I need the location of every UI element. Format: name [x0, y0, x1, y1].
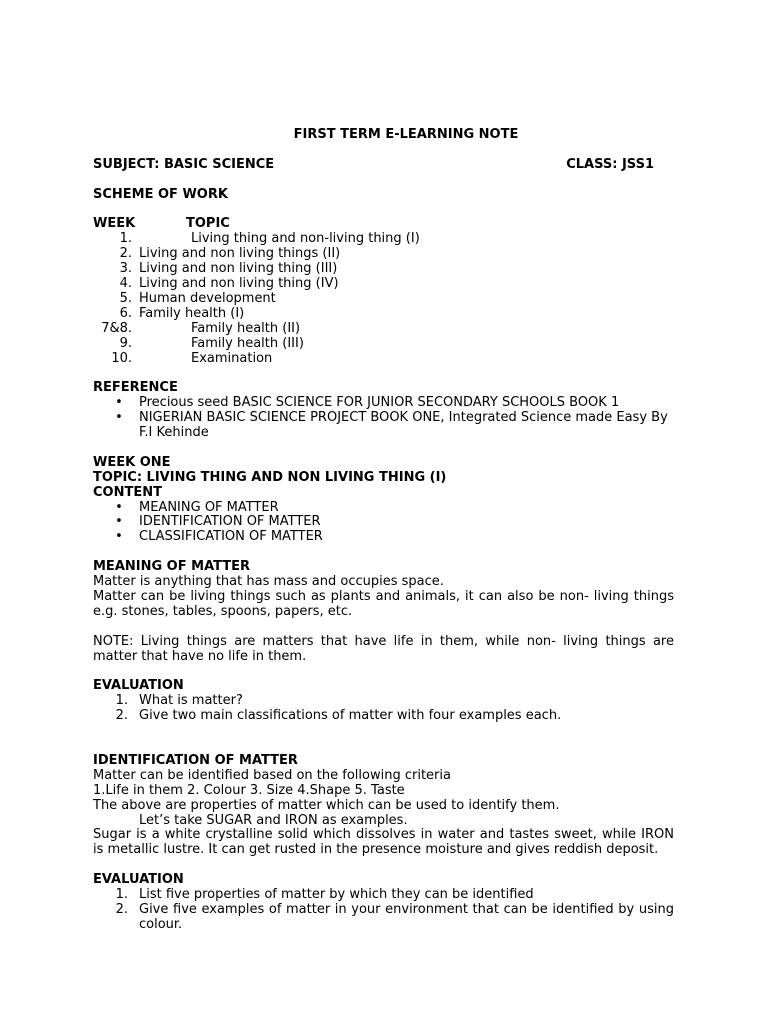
- meaning-paragraph-2: Matter can be living things such as plants and animals, it can also be non- living things e.g. stones, tables, spoons, papers, etc.: [93, 589, 674, 619]
- scheme-week-number: 1.: [119, 231, 132, 247]
- scheme-row: [93, 247, 674, 262]
- reference-item: [93, 411, 674, 441]
- bullet-icon: •: [115, 410, 123, 426]
- content-heading: CONTENT: [93, 484, 162, 500]
- scheme-topic: Examination: [191, 350, 273, 366]
- evaluation2-item: [93, 903, 674, 933]
- scheme-topic: Living thing and non-living thing (I): [191, 231, 420, 247]
- identification-criteria: 1.Life in them 2. Colour 3. Size 4.Shape 5. Taste: [93, 782, 405, 798]
- evaluation-list: [93, 694, 674, 724]
- scheme-week-number: 5.: [119, 290, 132, 306]
- scheme-list: [93, 232, 674, 366]
- document-page: [93, 128, 674, 933]
- evaluation-heading: EVALUATION: [93, 678, 184, 694]
- scheme-row: [93, 322, 674, 337]
- bullet-icon: •: [115, 395, 123, 411]
- evaluation-item-text: Give two main classifications of matter with four examples each.: [139, 708, 562, 724]
- evaluation-item: [93, 709, 674, 724]
- content-item-text: CLASSIFICATION OF MATTER: [139, 529, 323, 545]
- scheme-week-number: 9.: [119, 335, 132, 351]
- evaluation-item: [93, 694, 674, 709]
- scheme-week-number: 4.: [119, 276, 132, 292]
- scheme-week-number: 3.: [119, 261, 132, 277]
- topic-heading: TOPIC: LIVING THING AND NON LIVING THING (I): [93, 469, 447, 485]
- scheme-row: [93, 337, 674, 352]
- scheme-week-number: 7&8.: [101, 320, 132, 336]
- scheme-topic: Family health (I): [139, 305, 245, 321]
- scheme-row: [93, 262, 674, 277]
- week-one-heading: WEEK ONE: [93, 454, 171, 470]
- meaning-heading: MEANING OF MATTER: [93, 559, 251, 575]
- scheme-week-number: 10.: [111, 350, 132, 366]
- class-label: CLASS: JSS1: [566, 156, 654, 172]
- identification-examples: Let’s take SUGAR and IRON as examples.: [139, 812, 408, 828]
- scheme-week-number: 6.: [119, 305, 132, 321]
- content-list: [93, 501, 674, 546]
- content-item: [93, 530, 674, 545]
- scheme-row: [93, 232, 674, 247]
- scheme-topic: Human development: [139, 290, 276, 306]
- scheme-row: [93, 307, 674, 322]
- content-item-text: MEANING OF MATTER: [139, 499, 279, 515]
- scheme-heading: SCHEME OF WORK: [93, 186, 228, 202]
- evaluation-item-number: 1.: [115, 693, 128, 709]
- scheme-row: [93, 352, 674, 367]
- evaluation2-item: [93, 888, 674, 903]
- identification-paragraph-1: Matter can be identified based on the following criteria: [93, 767, 451, 783]
- scheme-week-number: 2.: [119, 246, 132, 262]
- scheme-topic: Living and non living thing (III): [139, 261, 338, 277]
- evaluation-item-text: What is matter?: [139, 693, 243, 709]
- scheme-topic: Family health (II): [191, 320, 301, 336]
- identification-heading: IDENTIFICATION OF MATTER: [93, 752, 298, 768]
- note-paragraph: NOTE: Living things are matters that have life in them, while non- living things are matter that have no life in them.: [93, 633, 674, 664]
- scheme-row: [93, 277, 674, 292]
- identification-paragraph-5: Sugar is a white crystalline solid which dissolves in water and tastes sweet, while IRON is metallic lustre. It can get rusted in the presence moisture and gives reddish deposit.: [93, 827, 674, 858]
- bullet-icon: •: [115, 514, 123, 530]
- reference-item-text: NIGERIAN BASIC SCIENCE PROJECT BOOK ONE, Integrated Science made Easy By F.I Kehinde: [139, 410, 668, 441]
- content-item: [93, 515, 674, 530]
- evaluation-item-number: 2.: [115, 708, 128, 724]
- content-item: [93, 501, 674, 516]
- evaluation2-list: [93, 888, 674, 933]
- evaluation2-heading: EVALUATION: [93, 872, 184, 888]
- meaning-paragraph-1: Matter is anything that has mass and occupies space.: [93, 574, 444, 590]
- evaluation2-item-number: 2.: [115, 901, 128, 917]
- subject-label: SUBJECT: BASIC SCIENCE: [93, 156, 275, 172]
- topic-header: TOPIC: [186, 216, 230, 232]
- content-item-text: IDENTIFICATION OF MATTER: [139, 514, 321, 530]
- scheme-table-header: [93, 217, 674, 232]
- bullet-icon: •: [115, 529, 123, 545]
- subject-class-row: [93, 158, 674, 173]
- scheme-topic: Living and non living things (II): [139, 246, 341, 262]
- evaluation2-item-number: 1.: [115, 887, 128, 903]
- reference-item: [93, 396, 674, 411]
- evaluation2-item-text: Give five examples of matter in your environment that can be identified by using colour.: [139, 901, 674, 932]
- reference-list: [93, 396, 674, 441]
- bullet-icon: •: [115, 499, 123, 515]
- scheme-row: [93, 292, 674, 307]
- identification-paragraph-3: The above are properties of matter which can be used to identify them.: [93, 797, 560, 813]
- reference-item-text: Precious seed BASIC SCIENCE FOR JUNIOR SECONDARY SCHOOLS BOOK 1: [139, 395, 620, 411]
- document-title: FIRST TERM E-LEARNING NOTE: [293, 127, 519, 142]
- scheme-topic: Family health (III): [191, 335, 304, 351]
- week-header: WEEK: [93, 216, 136, 232]
- reference-heading: REFERENCE: [93, 380, 178, 396]
- scheme-topic: Living and non living thing (IV): [139, 276, 339, 292]
- evaluation2-item-text: List five properties of matter by which they can be identified: [139, 887, 534, 903]
